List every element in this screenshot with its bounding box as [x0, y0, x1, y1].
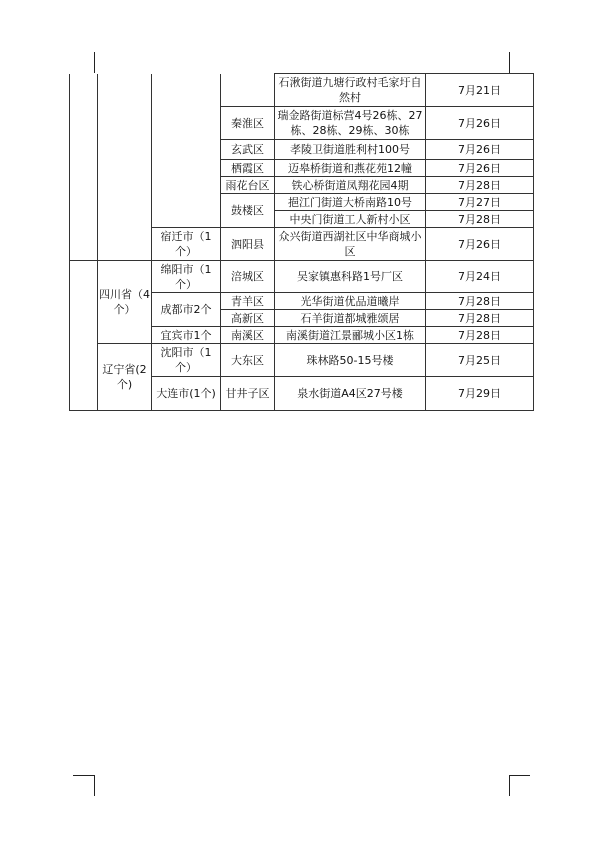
- address-cell: 泉水街道A4区27号楼: [275, 377, 426, 411]
- date-cell: 7月26日: [426, 107, 534, 140]
- crop-mark-bottom-right-horizontal: [509, 775, 530, 776]
- date-cell: 7月28日: [426, 310, 534, 327]
- address-cell: 吴家镇惠科路1号厂区: [275, 261, 426, 293]
- district-cell: 涪城区: [221, 261, 275, 293]
- district-cell: 南溪区: [221, 327, 275, 344]
- date-cell: 7月28日: [426, 293, 534, 310]
- date-cell: 7月28日: [426, 327, 534, 344]
- crop-mark-top-left-vertical: [94, 52, 95, 73]
- table-row: [70, 261, 534, 293]
- address-cell: 石羊街道都城雅颂居: [275, 310, 426, 327]
- date-cell: 7月21日: [426, 74, 534, 107]
- district-cell: 鼓楼区: [221, 194, 275, 228]
- crop-mark-bottom-left-horizontal: [73, 775, 94, 776]
- district-cell: 栖霞区: [221, 160, 275, 177]
- date-cell: 7月25日: [426, 344, 534, 377]
- date-cell: 7月28日: [426, 177, 534, 194]
- date-cell: 7月27日: [426, 194, 534, 211]
- address-cell: 珠林路50-15号楼: [275, 344, 426, 377]
- district-cell: 高新区: [221, 310, 275, 327]
- city-cell: 宜宾市1个: [152, 327, 221, 344]
- address-cell: 孝陵卫街道胜利村100号: [275, 140, 426, 160]
- district-cell: 泗阳县: [221, 228, 275, 261]
- province-cell: 辽宁省(2个): [98, 344, 152, 411]
- cell-blank: [70, 261, 98, 411]
- crop-mark-top-right-vertical: [509, 52, 510, 73]
- address-cell: 南溪街道江景郦城小区1栋: [275, 327, 426, 344]
- district-cell: 甘井子区: [221, 377, 275, 411]
- city-cell: 成都市2个: [152, 293, 221, 327]
- district-cell: 秦淮区: [221, 107, 275, 140]
- address-cell: 挹江门街道大桥南路10号: [275, 194, 426, 211]
- crop-mark-bottom-left-vertical: [94, 775, 95, 796]
- district-cell: 雨花台区: [221, 177, 275, 194]
- date-cell: 7月28日: [426, 211, 534, 228]
- date-cell: 7月29日: [426, 377, 534, 411]
- table-row: [70, 74, 534, 107]
- province-cell: 四川省（4个）: [98, 261, 152, 344]
- city-cell: 大连市(1个): [152, 377, 221, 411]
- address-cell: 迈皋桥街道和燕花苑12幢: [275, 160, 426, 177]
- cell-blank: [152, 74, 221, 228]
- cell-blank: [221, 74, 275, 107]
- address-cell: 众兴街道西湖社区中华商城小区: [275, 228, 426, 261]
- address-cell: 铁心桥街道凤翔花园4期: [275, 177, 426, 194]
- address-cell: 瑞金路街道标营4号26栋、27栋、28栋、29栋、30栋: [275, 107, 426, 140]
- address-cell: 光华街道优品道曦岸: [275, 293, 426, 310]
- city-cell: 宿迁市（1个）: [152, 228, 221, 261]
- date-cell: 7月26日: [426, 140, 534, 160]
- city-cell: 绵阳市（1个）: [152, 261, 221, 293]
- address-cell: 石湫街道九塘行政村毛家圩自然村: [275, 74, 426, 107]
- city-cell: 沈阳市（1个）: [152, 344, 221, 377]
- cell-blank: [98, 74, 152, 261]
- date-cell: 7月24日: [426, 261, 534, 293]
- crop-mark-bottom-right-vertical: [509, 775, 510, 796]
- district-cell: 大东区: [221, 344, 275, 377]
- district-cell: 青羊区: [221, 293, 275, 310]
- district-cell: 玄武区: [221, 140, 275, 160]
- cases-table: [69, 73, 534, 411]
- date-cell: 7月26日: [426, 228, 534, 261]
- date-cell: 7月26日: [426, 160, 534, 177]
- address-cell: 中央门街道工人新村小区: [275, 211, 426, 228]
- cell-blank: [70, 74, 98, 261]
- table-row: [70, 344, 534, 377]
